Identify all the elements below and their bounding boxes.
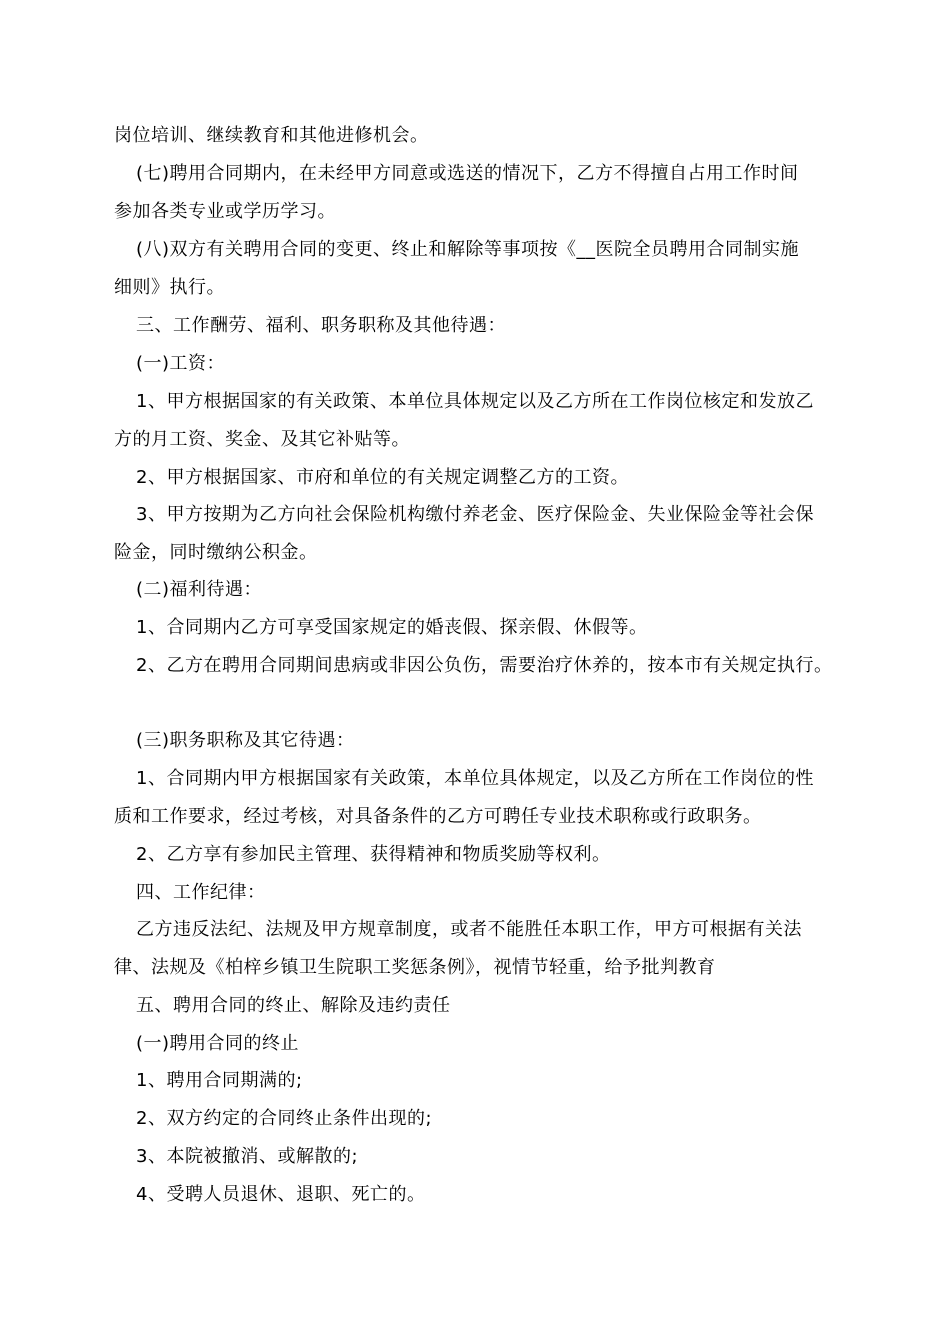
subsection-heading: (三)职务职称及其它待遇： xyxy=(136,730,355,751)
subsection-heading: (一)工资： xyxy=(136,353,226,374)
list-item: 2、双方约定的合同终止条件出现的; xyxy=(136,1108,433,1129)
list-item: 4、受聘人员退休、退职、死亡的。 xyxy=(136,1184,426,1205)
text-line: 乙方违反法纪、法规及甲方规章制度，或者不能胜任本职工作，甲方可根据有关法 xyxy=(136,919,802,940)
text-line: 岗位培训、继续教育和其他进修机会。 xyxy=(114,125,429,146)
text-line: 2、乙方享有参加民主管理、获得精神和物质奖励等权利。 xyxy=(136,844,611,865)
section-heading: 四、工作纪律： xyxy=(136,882,266,903)
subsection-heading: (二)福利待遇： xyxy=(136,579,263,600)
text-line: 2、乙方在聘用合同期间患病或非因公负伤，需要治疗休养的，按本市有关规定执行。 xyxy=(136,655,833,676)
list-item: 1、聘用合同期满的; xyxy=(136,1070,303,1091)
text-line: 2、甲方根据国家、市府和单位的有关规定调整乙方的工资。 xyxy=(136,467,629,488)
section-heading: 五、聘用合同的终止、解除及违约责任 xyxy=(136,995,451,1016)
list-item: 3、本院被撤消、或解散的; xyxy=(136,1146,359,1167)
text-line: 1、甲方根据国家的有关政策、本单位具体规定以及乙方所在工作岗位核定和发放乙 xyxy=(136,391,814,412)
text-line: (七)聘用合同期内，在未经甲方同意或选送的情况下，乙方不得擅自占用工作时间 xyxy=(136,163,799,184)
text-line: 律、法规及《柏梓乡镇卫生院职工奖惩条例》，视情节轻重，给予批判教育 xyxy=(114,957,716,978)
text-line: 1、合同期内甲方根据国家有关政策，本单位具体规定，以及乙方所在工作岗位的性 xyxy=(136,768,814,789)
text-line: 1、合同期内乙方可享受国家规定的婚丧假、探亲假、休假等。 xyxy=(136,617,648,638)
text-line: (八)双方有关聘用合同的变更、终止和解除等事项按《__医院全员聘用合同制实施 xyxy=(136,239,800,260)
text-line: 险金，同时缴纳公积金。 xyxy=(114,542,318,563)
text-line: 方的月工资、奖金、及其它补贴等。 xyxy=(114,429,410,450)
text-line: 质和工作要求，经过考核，对具备条件的乙方可聘任专业技术职称或行政职务。 xyxy=(114,806,762,827)
text-line: 细则》执行。 xyxy=(114,277,225,298)
text-line: 3、甲方按期为乙方向社会保险机构缴付养老金、医疗保险金、失业保险金等社会保 xyxy=(136,504,814,525)
subsection-heading: (一)聘用合同的终止 xyxy=(136,1033,300,1054)
section-heading: 三、工作酬劳、福利、职务职称及其他待遇： xyxy=(136,315,506,336)
text-line: 参加各类专业或学历学习。 xyxy=(114,201,336,222)
